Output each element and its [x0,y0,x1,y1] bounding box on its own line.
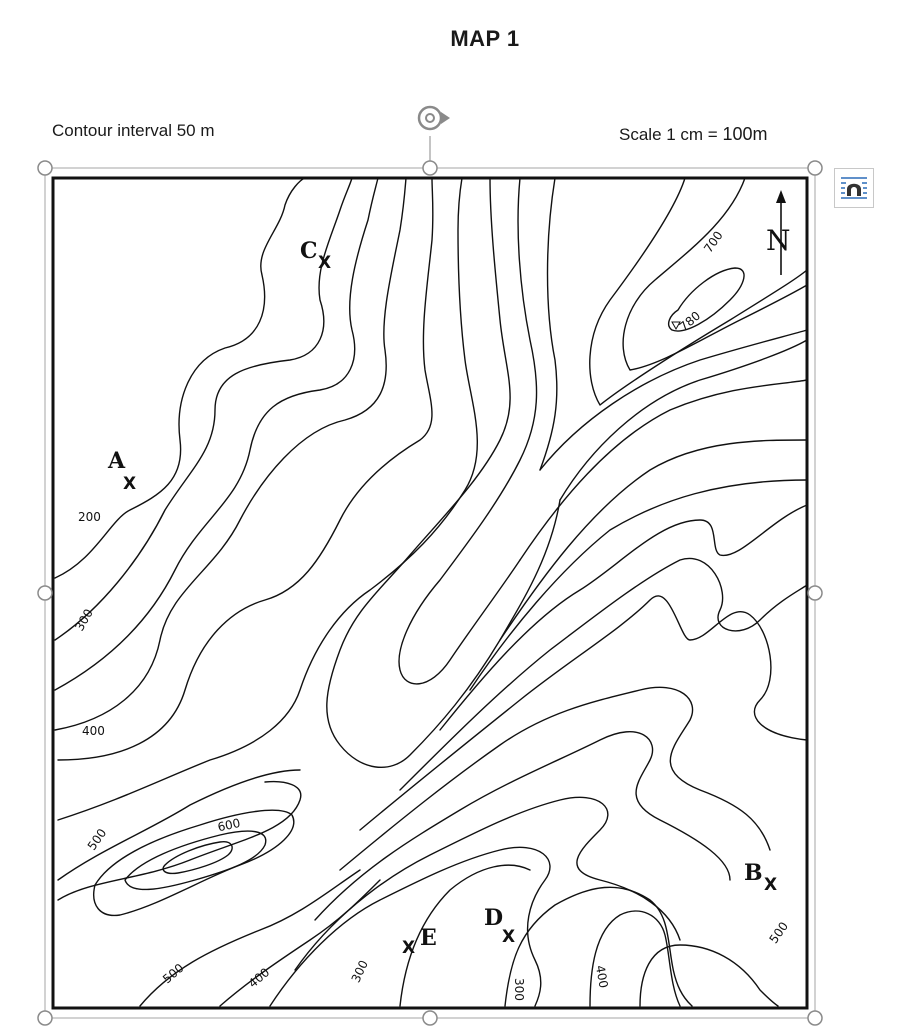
point-marker: X [402,938,416,958]
north-label: N [766,224,791,257]
point-label: B [744,860,763,886]
scale-note-prefix: Scale 1 cm = [619,125,723,144]
contour-label: 400 [245,965,273,991]
contour-label: 700 [701,228,726,256]
point-label: A [108,448,126,474]
contour-label: 300 [72,606,96,634]
scale-note-value: 100m [722,124,768,144]
point-label: D [484,905,504,931]
rotate-handle-icon[interactable] [419,107,450,129]
resize-handle-top[interactable] [423,161,437,175]
resize-handle-bottom-left[interactable] [38,1011,52,1025]
resize-handle-bottom-right[interactable] [808,1011,822,1025]
resize-handle-top-left[interactable] [38,161,52,175]
point-marker: X [318,253,332,273]
contour-interval-note: Contour interval 50 m [52,121,215,140]
resize-handle-left[interactable] [38,586,52,600]
contour-label: 780 [676,308,704,335]
contour-label: 300 [348,958,371,985]
contour-label: 300 [512,978,526,1001]
point-marker: X [123,474,137,494]
contour-label: 400 [82,724,105,738]
map-title: MAP 1 [450,26,520,51]
contour-label: 200 [78,510,101,524]
contour-label: 500 [160,960,187,987]
layout-options-button[interactable] [834,168,874,208]
resize-handle-bottom[interactable] [423,1011,437,1025]
contour-label: 500 [84,826,110,853]
layout-options-icon [835,169,873,207]
point-label: C [300,238,318,264]
point-label: E [420,925,437,951]
contour-label: 500 [766,919,792,947]
contour-label: 400 [592,964,611,990]
resize-handle-top-right[interactable] [808,161,822,175]
resize-handle-right[interactable] [808,586,822,600]
point-marker: X [502,927,516,947]
point-marker: X [764,875,778,895]
contour-label: 600 [216,815,242,835]
